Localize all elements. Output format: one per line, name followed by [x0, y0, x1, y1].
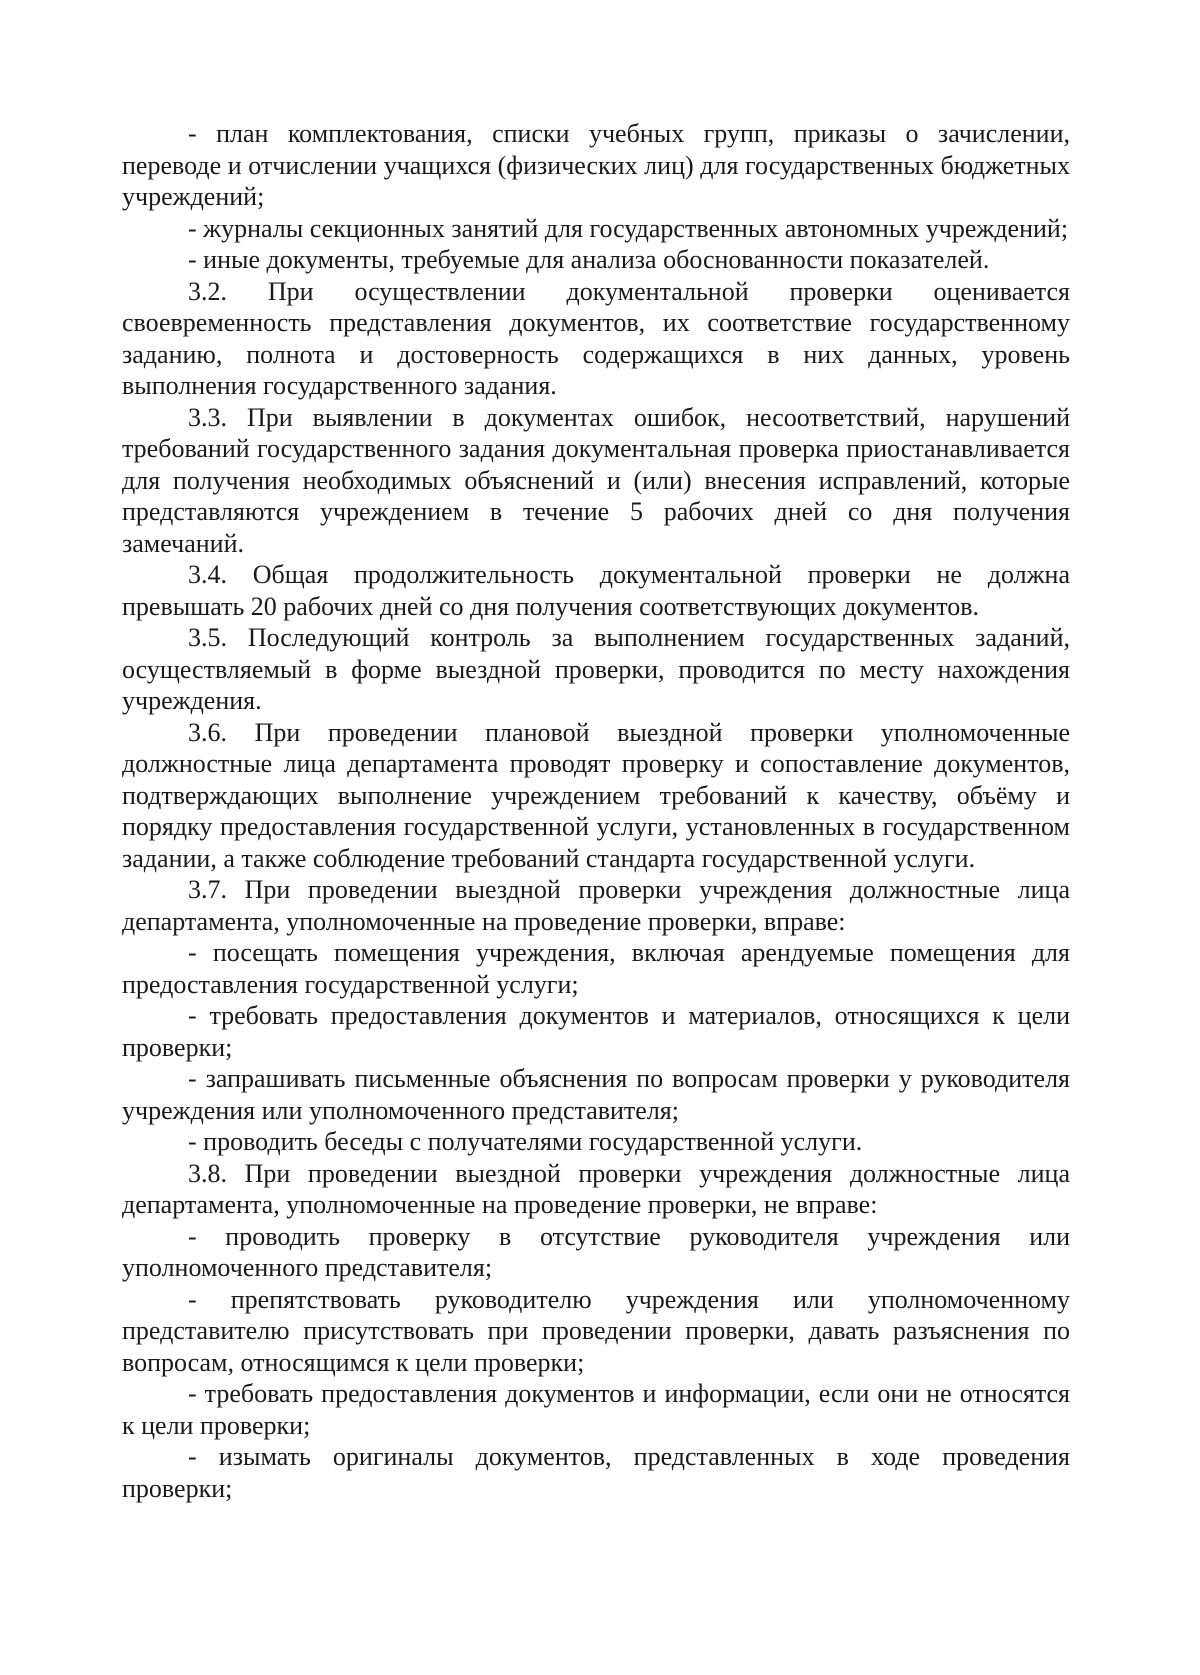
paragraph-list-item: - требовать предоставления документов и информации, если они не относятся к цели проверки;: [122, 1379, 1070, 1440]
paragraph-clause-3-8: 3.8. При проведении выездной проверки учреждения должностные лица департамента, уполномоченные на проведение проверки, не вправе:: [122, 1158, 1070, 1219]
paragraph-list-item: - посещать помещения учреждения, включая арендуемые помещения для предоставления государственной услуги;: [122, 938, 1070, 999]
paragraph-list-item: - план комплектования, списки учебных групп, приказы о зачислении, переводе и отчислении учащихся (физических лиц) для государственных бюджетных учреждений;: [122, 119, 1070, 211]
paragraph-list-item: - требовать предоставления документов и материалов, относящихся к цели проверки;: [122, 1001, 1070, 1062]
document-body: [122, 118, 1070, 1504]
paragraph-list-item: - препятствовать руководителю учреждения или уполномоченному представителю присутствовать при проведении проверки, давать разъяснения по вопросам, относящимся к цели проверки;: [122, 1284, 1070, 1377]
paragraph-clause-3-3: 3.3. При выявлении в документах ошибок, несоответствий, нарушений требований государственного задания документальная проверка приостанавливается для получения необходимых объяснений и (или) внесения исправлений, которые представляются учреждением в течение 5 рабочих дней со дня получения замечаний.: [122, 402, 1070, 558]
paragraph-list-item: - запрашивать письменные объяснения по вопросам проверки у руководителя учреждения или уполномоченного представителя;: [122, 1064, 1070, 1125]
paragraph-clause-3-2: 3.2. При осуществлении документальной проверки оценивается своевременность представления документов, их соответствие государственному заданию, полнота и достоверность содержащихся в них данных, уровень выполнения государственного задания.: [122, 276, 1070, 400]
paragraph-clause-3-6: 3.6. При проведении плановой выездной проверки уполномоченные должностные лица департамента проводят проверку и сопоставление документов, подтверждающих выполнение учреждением требований к качеству, объёму и порядку предоставления государственной услуги, установленных в государственном задании, а также соблюдение требований стандарта государственной услуги.: [122, 717, 1070, 873]
paragraph-clause-3-7: 3.7. При проведении выездной проверки учреждения должностные лица департамента, уполномоченные на проведение проверки, вправе:: [122, 875, 1070, 936]
paragraph-list-item: - иные документы, требуемые для анализа обоснованности показателей.: [188, 245, 990, 274]
paragraph-list-item: - проводить проверку в отсутствие руководителя учреждения или уполномоченного представителя;: [122, 1221, 1070, 1282]
paragraph-list-item: - журналы секционных занятий для государственных автономных учреждений;: [188, 213, 1069, 243]
paragraph-list-item: - проводить беседы с получателями государственной услуги.: [188, 1127, 863, 1156]
paragraph-list-item: - изымать оригиналы документов, представленных в ходе проведения проверки;: [122, 1442, 1070, 1503]
paragraph-clause-3-5: 3.5. Последующий контроль за выполнением государственных заданий, осуществляемый в форме выездной проверки, проводится по месту нахождения учреждения.: [122, 623, 1070, 715]
paragraph-clause-3-4: 3.4. Общая продолжительность документальной проверки не должна превышать 20 рабочих дней со дня получения соответствующих документов.: [122, 560, 1070, 621]
